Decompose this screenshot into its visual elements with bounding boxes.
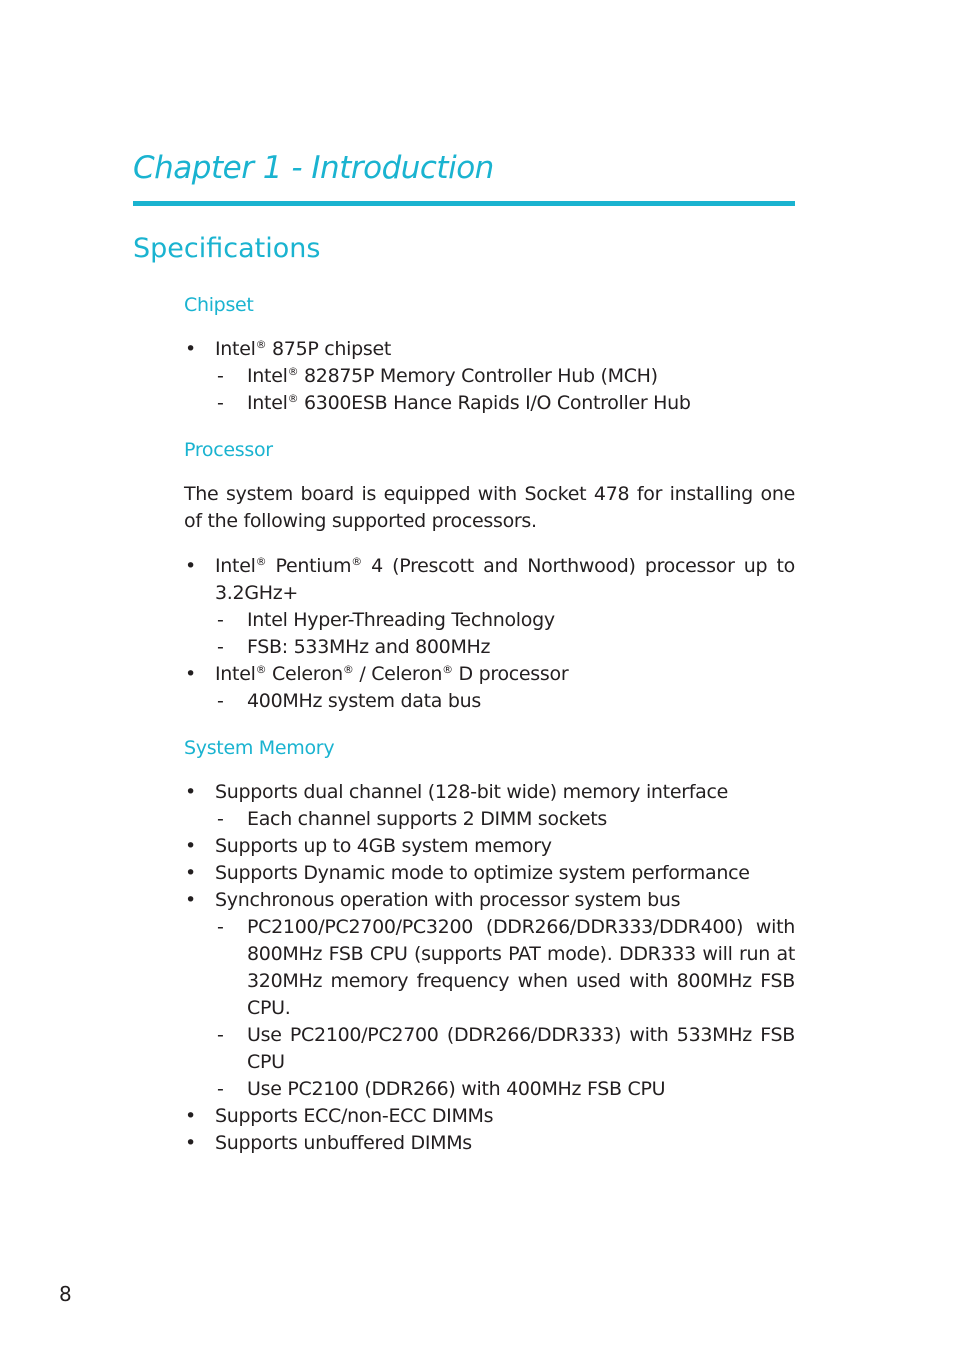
list-item: • Intel® 875P chipset - Intel® 82875P Memory Controller Hub (MCH) - Intel® 6300ESB Hance Rapids I/O Controller Hub: [184, 336, 795, 417]
chipset-list: [184, 336, 795, 417]
pentium-sublist: [215, 607, 795, 661]
chapter-title: Chapter 1 - Introduction: [133, 150, 494, 186]
list-item: • Supports unbuffered DIMMs: [184, 1130, 795, 1157]
chapter-rule: [133, 201, 795, 206]
memory-list: [184, 779, 795, 1157]
list-item: - Intel® 6300ESB Hance Rapids I/O Controller Hub: [215, 390, 795, 417]
section-title: Specifications: [133, 233, 321, 264]
list-item: - Use PC2100/PC2700 (DDR266/DDR333) with 533MHz FSB CPU: [215, 1022, 795, 1076]
list-item: - Each channel supports 2 DIMM sockets: [215, 806, 795, 833]
processor-intro: The system board is equipped with Socket 478 for installing one of the following supported processors.: [184, 483, 795, 532]
list-item: • Supports Dynamic mode to optimize system performance: [184, 860, 795, 887]
list-item: - FSB: 533MHz and 800MHz: [215, 634, 795, 661]
list-item: - PC2100/PC2700/PC3200 (DDR266/DDR333/DDR400) with 800MHz FSB CPU (supports PAT mode). DDR333 will run at 320MHz memory frequency when used with 800MHz FSB CPU.: [215, 914, 795, 1022]
list-item: • Supports dual channel (128-bit wide) memory interface - Each channel supports 2 DIMM sockets: [184, 779, 795, 833]
page-number: 8: [59, 1282, 72, 1306]
list-item: - Intel Hyper-Threading Technology: [215, 607, 795, 634]
specifications-content: [184, 290, 795, 1157]
list-item: • Intel® Pentium® 4 (Prescott and Northwood) processor up to 3.2GHz+ - Intel Hyper-Threading Technology - FSB: 533MHz and 800MHz: [184, 553, 795, 661]
processor-heading: Processor: [184, 439, 273, 461]
chipset-heading: Chipset: [184, 294, 254, 316]
list-item: - 400MHz system data bus: [215, 688, 795, 715]
memory-sublist: [215, 806, 795, 833]
list-item: • Synchronous operation with processor system bus - PC2100/PC2700/PC3200 (DDR266/DDR333/DDR400) with 800MHz FSB CPU (supports PAT mode). DDR333 will run at 320MHz memory frequency when used with 800MHz FSB CPU. - Use PC2100/PC2700 (DDR266/DDR333) with 533MHz FSB CPU - Use PC2100 (DDR266) with 400MHz FSB CPU: [184, 887, 795, 1103]
chipset-sublist: [215, 363, 795, 417]
list-item: - Intel® 82875P Memory Controller Hub (MCH): [215, 363, 795, 390]
processor-list: [184, 553, 795, 715]
celeron-sublist: [215, 688, 795, 715]
list-item: • Supports ECC/non-ECC DIMMs: [184, 1103, 795, 1130]
list-item: • Supports up to 4GB system memory: [184, 833, 795, 860]
system-memory-heading: System Memory: [184, 737, 335, 759]
list-item: - Use PC2100 (DDR266) with 400MHz FSB CPU: [215, 1076, 795, 1103]
memory-sublist: [215, 914, 795, 1103]
list-item: • Intel® Celeron® / Celeron® D processor - 400MHz system data bus: [184, 661, 795, 715]
